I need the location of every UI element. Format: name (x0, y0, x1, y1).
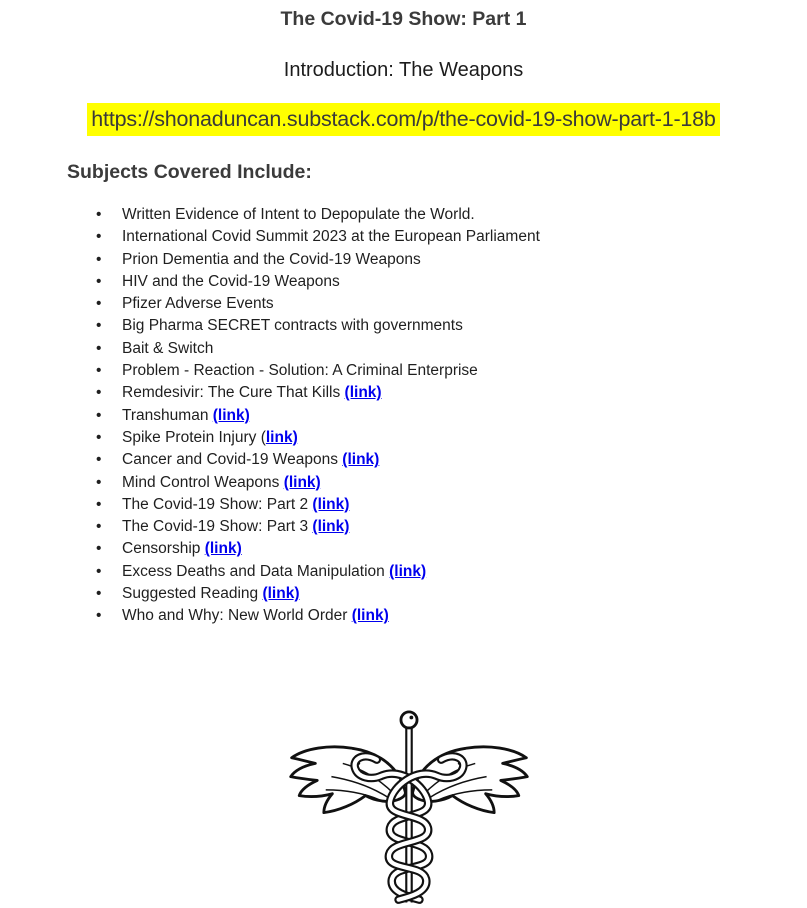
list-item-text: Cancer and Covid-19 Weapons (122, 451, 343, 469)
caduceus-icon (286, 706, 532, 906)
item-link[interactable]: (link) (283, 473, 321, 491)
list-item (96, 293, 540, 315)
item-link[interactable]: (link) (312, 518, 350, 536)
highlighted-url: https://shonaduncan.substack.com/p/the-covid-19-show-part-1-18b (87, 103, 719, 136)
list-item (96, 405, 540, 427)
list-item (96, 472, 540, 494)
page-subtitle: Introduction: The Weapons (283, 59, 524, 81)
list-item (96, 427, 540, 449)
list-item-text: Mind Control Weapons (122, 473, 284, 491)
list-item (96, 382, 540, 404)
list-item-text: Prion Dementia and the Covid-19 Weapons (122, 250, 421, 268)
item-link[interactable]: (link) (204, 540, 242, 558)
list-item-text: The Covid-19 Show: Part 2 (122, 495, 313, 513)
list-item (96, 449, 540, 471)
item-link[interactable]: (link) (351, 607, 389, 625)
list-item (96, 249, 540, 271)
list-item (96, 561, 540, 583)
caduceus-image (286, 706, 532, 906)
section-heading: Subjects Covered Include: (67, 161, 312, 183)
url-row (0, 103, 807, 136)
list-item-text: Excess Deaths and Data Manipulation (122, 562, 390, 580)
list-item-text: Who and Why: New World Order (122, 607, 352, 625)
list-item (96, 583, 540, 605)
item-link[interactable]: link) (265, 428, 298, 446)
list-item (96, 360, 540, 382)
list-item-text: Big Pharma SECRET contracts with governments (122, 317, 463, 335)
list-item-text: International Covid Summit 2023 at the European Parliament (122, 228, 540, 246)
page-title: The Covid-19 Show: Part 1 (280, 8, 527, 30)
list-item (96, 271, 540, 293)
list-item-text: Written Evidence of Intent to Depopulate the World. (122, 206, 475, 223)
item-link[interactable]: (link) (212, 406, 250, 424)
subjects-list (96, 204, 540, 628)
list-item (96, 494, 540, 516)
list-item (96, 315, 540, 337)
list-item-text: The Covid-19 Show: Part 3 (122, 518, 313, 536)
list-item-text: Suggested Reading (122, 585, 263, 603)
item-link[interactable]: (link) (312, 495, 350, 513)
list-item (96, 204, 540, 226)
list-item-text: Pfizer Adverse Events (122, 295, 274, 313)
list-item-text: HIV and the Covid-19 Weapons (122, 272, 340, 290)
list-item (96, 605, 540, 627)
list-item-text: Bait & Switch (122, 339, 214, 357)
list-item (96, 226, 540, 248)
list-item-text: Transhuman (122, 406, 213, 424)
list-item-text: Problem - Reaction - Solution: A Criminal Enterprise (122, 362, 478, 380)
item-link[interactable]: (link) (344, 384, 382, 402)
item-link[interactable]: (link) (389, 562, 427, 580)
item-link[interactable]: (link) (342, 451, 380, 469)
list-item (96, 338, 540, 360)
item-link[interactable]: (link) (262, 585, 300, 603)
list-item (96, 516, 540, 538)
list-item-text: Spike Protein Injury ( (122, 428, 266, 446)
list-item-text: Remdesivir: The Cure That Kills (122, 384, 345, 402)
list-item-text: Censorship (122, 540, 205, 558)
list-item (96, 538, 540, 560)
